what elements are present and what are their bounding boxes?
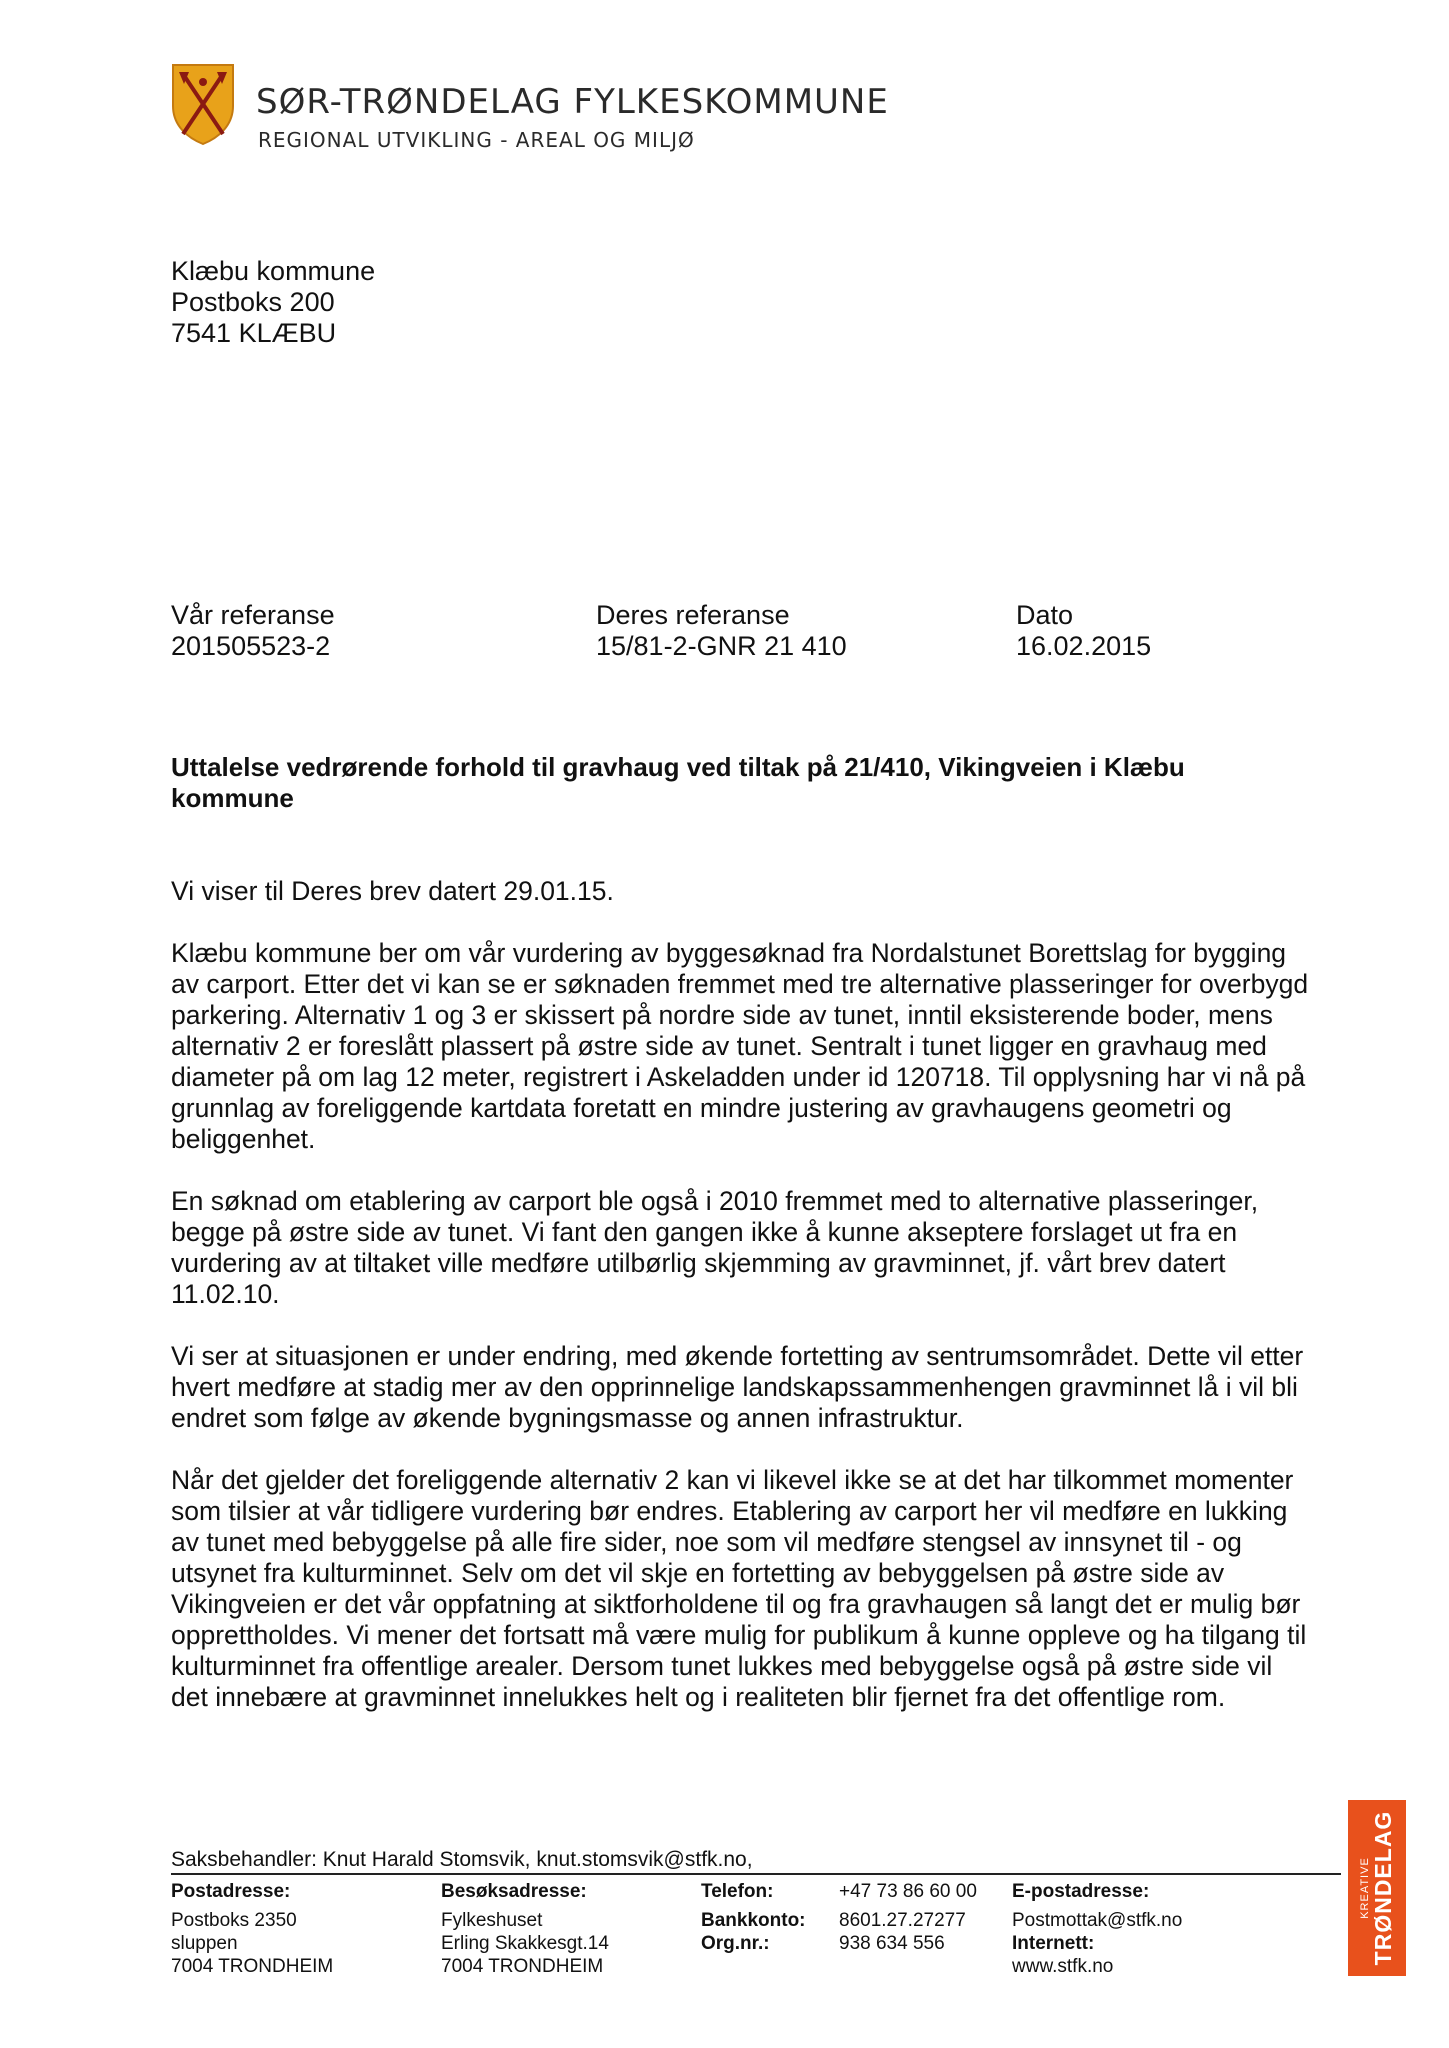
kreative-trondelag-badge (1348, 1800, 1406, 1976)
email-label: E-postadresse: (1012, 1881, 1150, 1902)
bank-account-label: Bankkonto: (701, 1910, 806, 1931)
badge-text (1359, 1811, 1395, 1966)
visiting-address (441, 1880, 609, 1978)
body-paragraph: Vi viser til Deres brev datert 29.01.15. (171, 876, 614, 906)
recipient-line: Postboks 200 (171, 287, 335, 317)
email-value: Postmottak@stfk.no (1012, 1910, 1183, 1931)
contact-labels (701, 1880, 806, 1955)
postal-address-label: Postadresse: (171, 1881, 291, 1902)
recipient-line: Klæbu kommune (171, 256, 376, 286)
phone-label: Telefon: (701, 1881, 774, 1902)
body-paragraph: En søknad om etablering av carport ble også i 2010 fremmet med to alternative plasseringer, begge på østre side av tunet. Vi fant den gangen ikke å kunne akseptere forslaget ut fra en vurdering av at tiltaket ville medføre utilbørlig skjemming av gravminnet, jf. vårt brev datert 11.02.10. (171, 1186, 1259, 1309)
our-reference-value: 201505523-2 (171, 631, 331, 661)
organization-department: REGIONAL UTVIKLING - AREAL OG MILJØ (258, 128, 695, 152)
visiting-address-line: Erling Skakkesgt.14 (441, 1933, 609, 1954)
your-reference-label: Deres referanse (596, 600, 790, 630)
case-handler: Saksbehandler: Knut Harald Stomsvik, knut.stomsvik@stfk.no, (171, 1848, 753, 1871)
visiting-address-label: Besøksadresse: (441, 1881, 587, 1902)
body-paragraph: Når det gjelder det foreliggende alternativ 2 kan vi likevel ikke se at det har tilkommet momenter som tilsier at vår tidligere vurdering bør endres. Etablering av carport her vil medføre en lukking av tunet med bebyggelse på alle fire sider, noe som vil medføre stengsel av innsynet til - og utsynet fra kulturminnet. Selv om det vil skje en fortetting av bebyggelsen på østre side av Vikingveien er det vår oppfatning at siktforholdene til og fra gravhaugen så langt det er mulig bør opprettholdes. Vi mener det fortsatt må være mulig for publikum å kunne oppleve og ha tilgang til kulturminnet fra offentlige arealer. Dersom tunet lukkes med bebyggelse også på østre side vil det innebære at gravminnet innelukkes helt og i realiteten blir fjernet fra det offentlige rom. (171, 1465, 1307, 1712)
recipient-line: 7541 KLÆBU (171, 318, 337, 348)
visiting-address-line: Fylkeshuset (441, 1910, 543, 1931)
badge-big-text: TRØNDELAG (1370, 1810, 1396, 1966)
contact-values (839, 1880, 977, 1955)
our-reference (171, 600, 335, 662)
organization-name: SØR-TRØNDELAG FYLKESKOMMUNE (256, 82, 889, 122)
postal-address (171, 1880, 333, 1978)
electronic-contact (1012, 1880, 1182, 1978)
letter-body (171, 876, 1311, 1744)
our-reference-label: Vår referanse (171, 600, 335, 630)
web-label: Internett: (1012, 1933, 1095, 1954)
body-paragraph: Klæbu kommune ber om vår vurdering av byggesøknad fra Nordalstunet Borettslag for bygging av carport. Etter det vi kan se er søknaden fremmet med tre alternative plasseringer for overbygd parkering. Alternativ 1 og 3 er skissert på nordre side av tunet, inntil eksisterende boder, mens alternativ 2 er foreslått plassert på østre side av tunet. Sentralt i tunet ligger en gravhaug med diameter på om lag 12 meter, registrert i Askeladden under id 120718. Til opplysning har vi nå på grunnlag av foreliggende kartdata foretatt en mindre justering av gravhaugens geometri og beliggenhet. (171, 938, 1309, 1154)
postal-address-line: Postboks 2350 (171, 1910, 297, 1931)
visiting-address-line: 7004 TRONDHEIM (441, 1956, 604, 1977)
org-number-value: 938 634 556 (839, 1933, 945, 1954)
body-paragraph: Vi ser at situasjonen er under endring, med økende fortetting av sentrumsområdet. Dette vil etter hvert medføre at stadig mer av den opprinnelige landskapssammenhengen gravminnet lå i vil bli endret som følge av økende bygningsmasse og annen infrastruktur. (171, 1341, 1304, 1433)
postal-address-line: sluppen (171, 1933, 238, 1954)
phone-value: +47 73 86 60 00 (839, 1881, 977, 1902)
bank-account-value: 8601.27.27277 (839, 1910, 966, 1931)
recipient-address (171, 256, 375, 349)
date-label: Dato (1016, 600, 1074, 630)
footer-divider (171, 1873, 1341, 1875)
org-number-label: Org.nr.: (701, 1933, 770, 1954)
your-reference (596, 600, 847, 662)
letter-date (1016, 600, 1151, 662)
badge-small-text: KREATIVE (1359, 1857, 1371, 1919)
postal-address-line: 7004 TRONDHEIM (171, 1956, 334, 1977)
date-value: 16.02.2015 (1016, 631, 1152, 661)
coat-of-arms-icon (170, 62, 236, 146)
your-reference-value: 15/81-2-GNR 21 410 (596, 631, 847, 661)
letter-subject: Uttalelse vedrørende forhold til gravhaug ved tiltak på 21/410, Vikingveien i Klæbu kommune (171, 752, 1185, 813)
web-value: www.stfk.no (1012, 1956, 1114, 1977)
